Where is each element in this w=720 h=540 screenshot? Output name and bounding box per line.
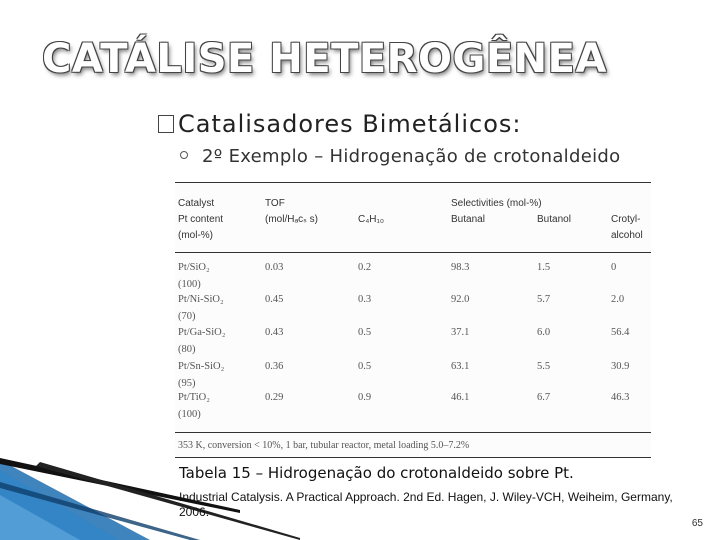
checkbox-bullet-icon — [158, 115, 174, 133]
header-crotyl-alcohol: Crotyl- alcohol — [611, 214, 643, 241]
bullet-catalisadores — [158, 110, 521, 138]
header-butanol: Butanol — [537, 214, 571, 225]
ring-bullet-icon — [180, 151, 188, 159]
selectivity-table: Catalyst Pt content (mol-%) TOF (mol/Hₐcₛ s) C₄H₁₀ Selectivities (mol-%) Butanal Butanol Crotyl- alcohol Pt/SiO₂ (100) 0.03 0.2 98.3 1.5 0 Pt/Ni-SiO₂ (70) 0.45 0.3 92.0 5.7 2.0 Pt/Ga-SiO₂ (80) 0.43 0.5 37.1 6.0 56.4 Pt/Sn-SiO₂ (95) 0.36 0.5 63.1 5.5 30.9 Pt/TiO₂ (100) 0.29 0.9 46.1 6.7 46.3 353 K, conversion < 10%, 1 bar, tubular reactor, metal loading 5.0–7.2% — [175, 182, 651, 458]
table-footnote-rule — [175, 432, 651, 433]
bullet-exemplo — [180, 146, 620, 167]
header-catalyst: Catalyst Pt content (mol-%) — [178, 198, 224, 241]
slide-title: CATÁLISE HETEROGÊNEA — [42, 36, 607, 82]
page-number: 65 — [691, 518, 703, 529]
table-caption: Tabela 15 – Hidrogenação do crotonaldeido sobre Pt. — [179, 464, 574, 482]
header-selectivities: Selectivities (mol-%) — [451, 198, 542, 209]
table-top-rule — [175, 182, 651, 183]
header-tof: TOF (mol/Hₐcₛ s) — [265, 198, 319, 225]
table-bottom-rule — [175, 457, 651, 458]
bullet-1-text: Catalisadores Bimetálicos: — [178, 110, 522, 138]
table-header-rule — [175, 252, 651, 253]
header-butanal: Butanal — [451, 214, 485, 225]
header-c4h10: C₄H₁₀ — [358, 214, 385, 225]
bullet-2-text: 2º Exemplo – Hidrogenação de crotonaldeido — [202, 146, 621, 167]
table-footnote: 353 K, conversion < 10%, 1 bar, tubular reactor, metal loading 5.0–7.2% — [178, 440, 470, 451]
source-citation: Industrial Catalysis. A Practical Approach. 2nd Ed. Hagen, J. Wiley-VCH, Weiheim, Germany, 2006. — [179, 490, 673, 519]
